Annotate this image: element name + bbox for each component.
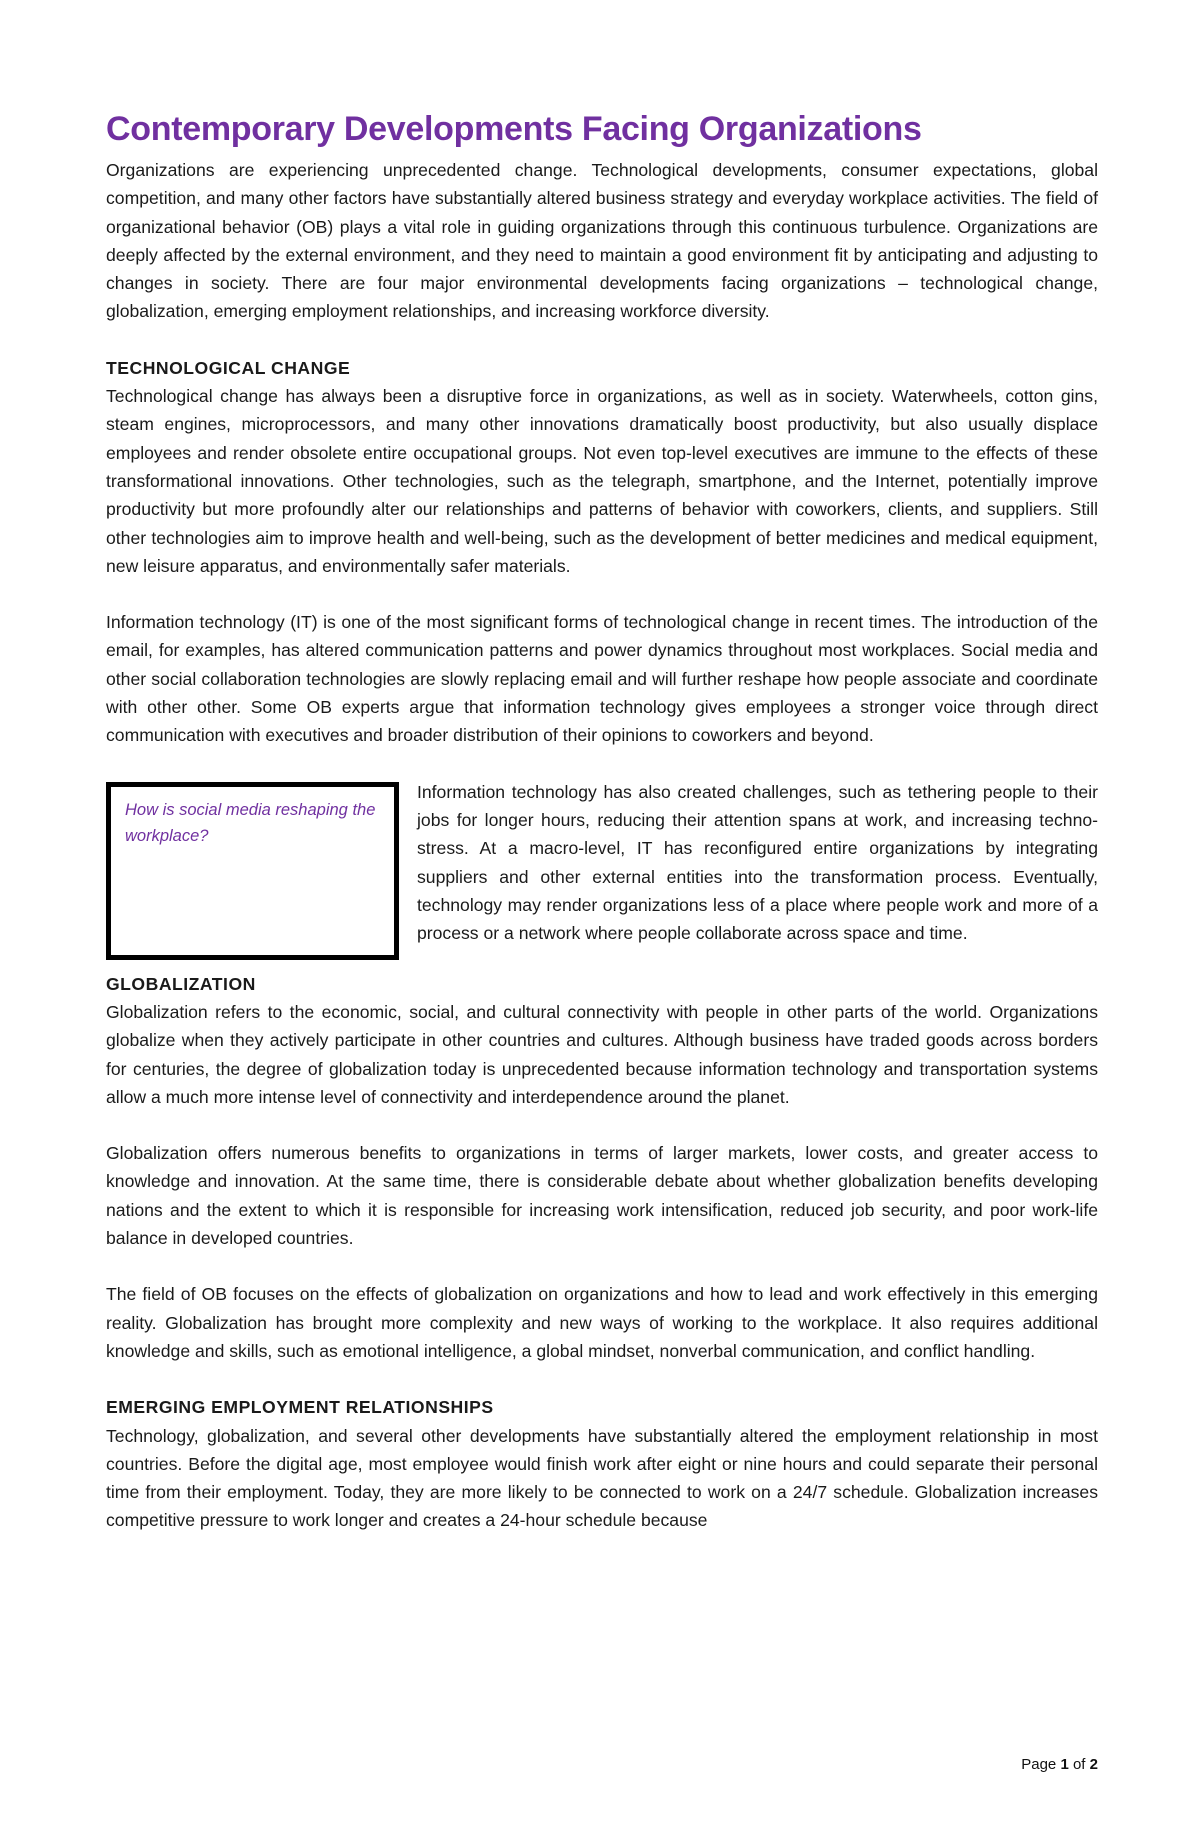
emp-paragraph-1: Technology, globalization, and several other developments have substantially altered the employment relationship in most countries. Before the digital age, most employee would finish work after eight or nine hours and could separate their personal time from their employment. Today, they are more likely to be connected to work on a 24/7 schedule. Globalization increases competitive pressure to work longer and creates a 24-hour schedule because — [106, 1425, 1098, 1531]
tech-paragraph-3: Information technology has also created challenges, such as tethering people to their jobs for longer hours, reducing their attention spans at work, and increasing techno-stress. At a macro-level, IT has reconfigured entire organizations by integrating suppliers and other external entities into the transformation process. Eventually, technology may render organizations less of a place where people work and more of a process or a network where people collaborate across space and time. — [417, 781, 1098, 944]
section-heading-employment: EMERGING EMPLOYMENT RELATIONSHIPS — [106, 1397, 494, 1418]
spacer — [106, 580, 1098, 608]
footer-current-page: 1 — [1060, 1756, 1069, 1773]
page-title: Contemporary Developments Facing Organizations — [106, 110, 922, 148]
spacer — [106, 1365, 1098, 1393]
page-footer — [1021, 1756, 1098, 1773]
section-heading-globalization: GLOBALIZATION — [106, 973, 256, 994]
footer-of-label: of — [1072, 1756, 1086, 1773]
footer-page-label: Page — [1021, 1756, 1057, 1773]
tech-paragraph-2: Information technology (IT) is one of the most significant forms of technological change in recent times. The introduction of the email, for examples, has altered communication patterns and power dynamics throughout most workplaces. Social media and other social collaboration technologies are slowly replacing email and will further reshape how people associate and coordinate with other other. Some OB experts argue that information technology gives employees a stronger voice through direct communication with executives and broader distribution of their opinions to coworkers and beyond. — [106, 612, 1098, 746]
glob-paragraph-2: Globalization offers numerous benefits to organizations in terms of larger markets, lower costs, and greater access to knowledge and innovation. At the same time, there is considerable debate about whether globalization benefits developing nations and the extent to which it is responsible for increasing work intensification, reduced job security, and poor work-life balance in developed countries. — [106, 1143, 1098, 1249]
glob-paragraph-3: The field of OB focuses on the effects of globalization on organizations and how to lead and work effectively in this emerging reality. Globalization has brought more complexity and new ways of working to the workplace. It also requires additional knowledge and skills, such as emotional intelligence, a global mindset, nonverbal communication, and conflict handling. — [106, 1284, 1098, 1361]
spacer — [106, 1111, 1098, 1139]
callout-question: How is social media reshaping the workplace? — [125, 800, 376, 845]
document-page — [106, 108, 1098, 1535]
spacer — [106, 1252, 1098, 1280]
section-heading-technological-change: TECHNOLOGICAL CHANGE — [106, 357, 351, 378]
callout-box — [106, 782, 399, 960]
footer-total-pages: 2 — [1089, 1756, 1098, 1773]
glob-paragraph-1: Globalization refers to the economic, social, and cultural connectivity with people in other parts of the world. Organizations globalize when they actively participate in other countries and cultures. Although business have traded goods across borders for centuries, the degree of globalization today is unprecedented because information technology and transportation systems allow a much more intense level of connectivity and interdependence around the planet. — [106, 1001, 1098, 1107]
tech-paragraph-1: Technological change has always been a disruptive force in organizations, as well as in society. Waterwheels, cotton gins, steam engines, microprocessors, and many other innovations dramatically boost productivity, but also usually displace employees and render obsolete entire occupational groups. Not even top-level executives are immune to the effects of these transformational innovations. Other technologies, such as the telegraph, smartphone, and the Internet, potentially improve productivity but more profoundly alter our relationships and patterns of behavior with coworkers, clients, and suppliers. Still other technologies aim to improve health and well-being, such as the development of better medicines and medical equipment, new leisure apparatus, and environmentally safer materials. — [106, 386, 1098, 576]
callout-section — [106, 778, 1098, 970]
intro-paragraph: Organizations are experiencing unprecedented change. Technological developments, consumer expectations, global competition, and many other factors have substantially altered business strategy and everyday workplace activities. The field of organizational behavior (OB) plays a vital role in guiding organizations through this continuous turbulence. Organizations are deeply affected by the external environment, and they need to maintain a good environment fit by anticipating and adjusting to changes in society. There are four major environmental developments facing organizations – technological change, globalization, emerging employment relationships, and increasing workforce diversity. — [106, 160, 1098, 322]
spacer — [106, 750, 1098, 778]
spacer — [106, 326, 1098, 354]
